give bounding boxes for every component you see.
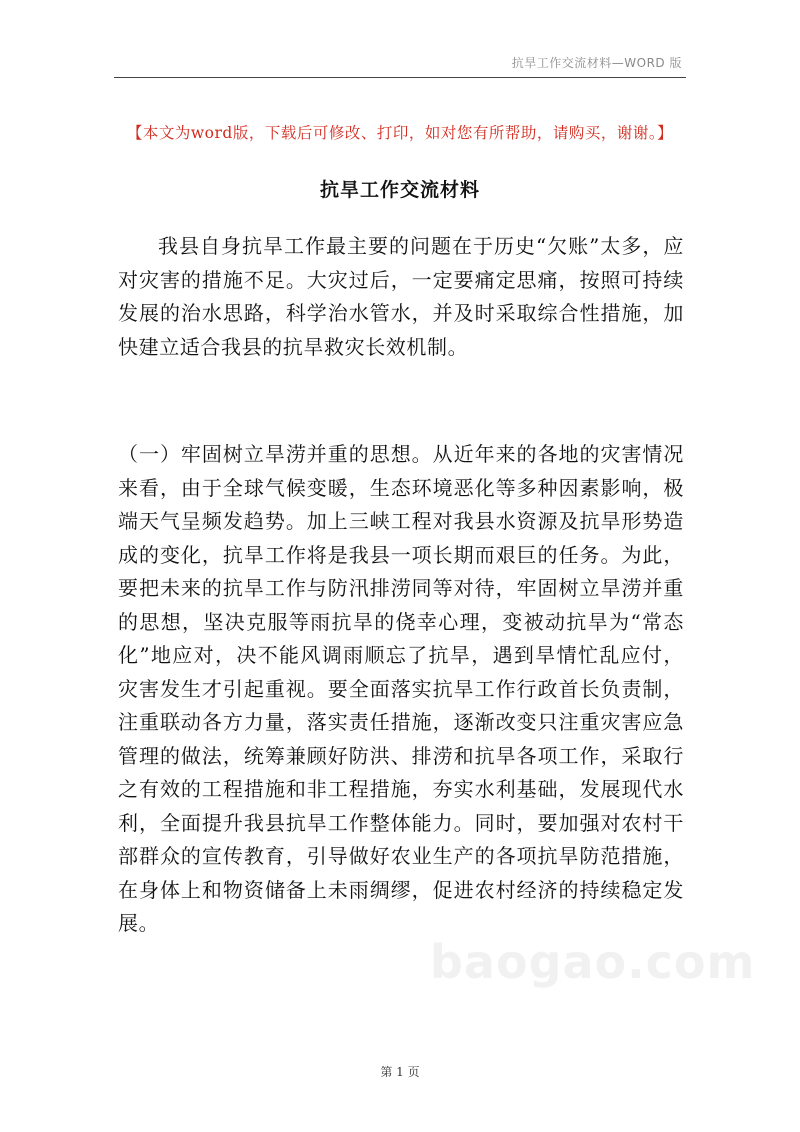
page-number: 第 1 页 — [380, 1065, 420, 1079]
watermark: baogao.com — [430, 935, 756, 989]
paragraph-section-1: （一）牢固树立旱涝并重的思想。从近年来的各地的灾害情况来看，由于全球气候变暖，生态环境恶化等多种因素影响，极端天气呈频发趋势。加上三峡工程对我县水资源及抗旱形势造成的变化，抗旱工作将是我县一项长期而艰巨的任务。为此，要把未来的抗旱工作与防汛排涝同等对待，牢固树立旱涝并重的思想，坚决克服等雨抗旱的侥幸心理，变被动抗旱为“常态化”地应对，决不能风调雨顺忘了抗旱，遇到旱情忙乱应付，灾害发生才引起重视。要全面落实抗旱工作行政首长负责制，注重联动各方力量，落实责任措施，逐渐改变只注重灾害应急管理的做法，统筹兼顾好防洪、排涝和抗旱各项工作，采取行之有效的工程措施和非工程措施，夯实水利基础，发展现代水利，全面提升我县抗旱工作整体能力。同时，要加强对农村干部群众的宣传教育，引导做好农业生产的各项抗旱防范措施，在身体上和物资储备上未雨绸缪，促进农村经济的持续稳定发展。 — [118, 442, 684, 935]
paragraph-intro: 我县自身抗旱工作最主要的问题在于历史“欠账”太多，应对灾害的措施不足。大灾过后，一定要痛定思痛，按照可持续发展的治水思路，科学治水管水，并及时采取综合性措施，加快建立适合我县的抗旱救灾长效机制。 — [118, 234, 684, 359]
header-divider — [114, 77, 686, 78]
page-header-title: 抗旱工作交流材料—WORD 版 — [511, 56, 682, 70]
document-title: 抗旱工作交流材料 — [319, 179, 480, 201]
purchase-notice: 【本文为word版，下载后可修改、打印，如对您有所帮助，请购买，谢谢。】 — [126, 124, 674, 142]
